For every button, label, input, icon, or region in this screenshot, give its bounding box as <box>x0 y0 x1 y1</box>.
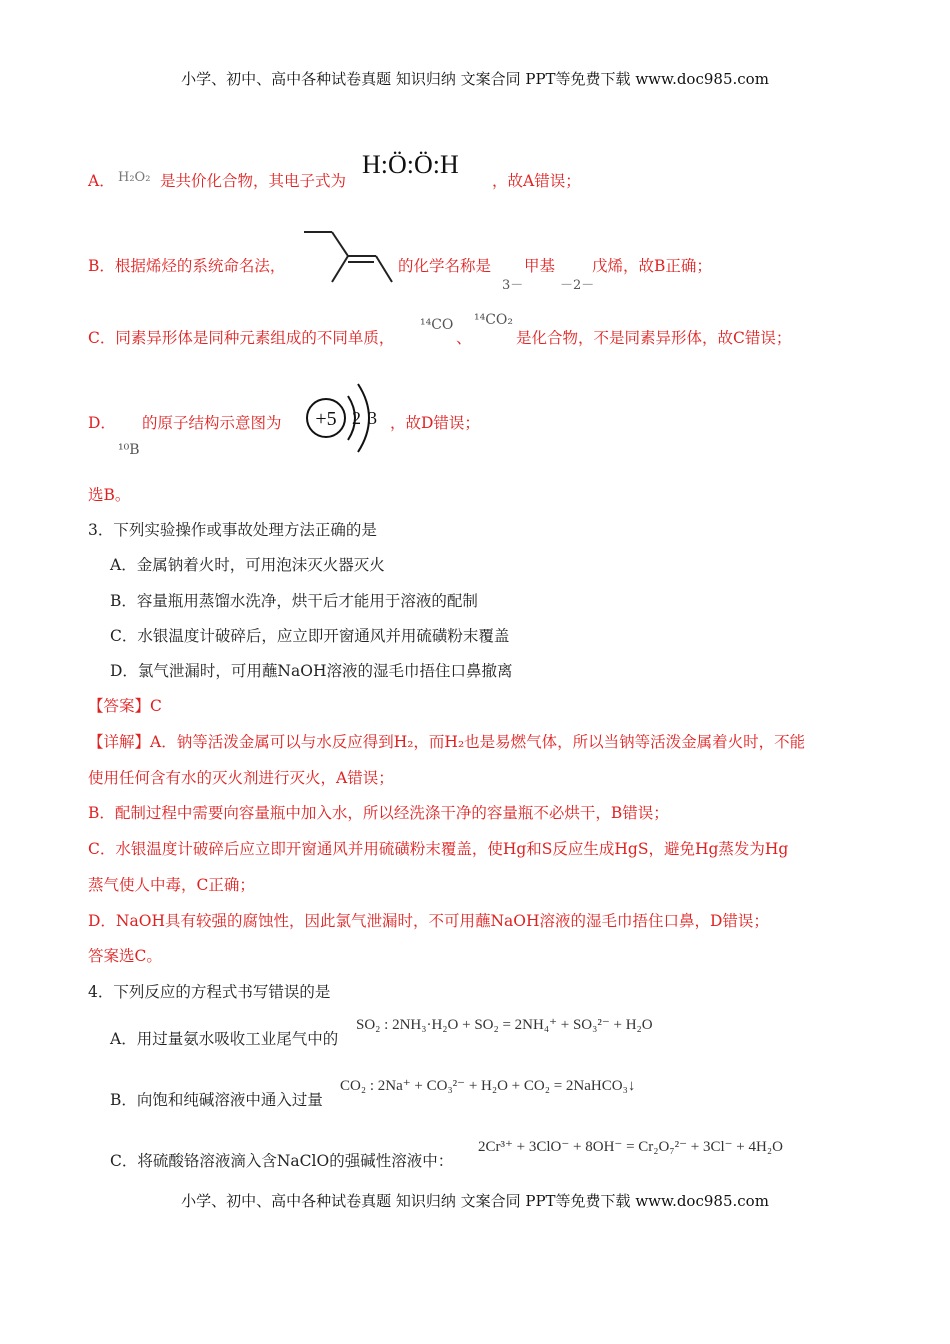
q4-option-a-text: A．用过量氨水吸收工业尾气中的 <box>110 1030 339 1048</box>
q2-option-a-prefix: A． <box>88 172 115 190</box>
q2-option-a-formula: H₂O₂ <box>118 170 151 185</box>
q2-option-c-sep: 、 <box>456 329 472 347</box>
q2-option-d-end: ，故D错误； <box>390 414 480 432</box>
alkene-bonds <box>304 232 392 282</box>
q2-option-b-prefix: B．根据烯烃的系统命名法， <box>88 257 286 275</box>
q3-option-b: B．容量瓶用蒸馏水洗净，烘干后才能用于溶液的配制 <box>110 592 478 610</box>
q2-option-c-formula-2: ¹⁴CO₂ <box>474 312 514 328</box>
q2-option-d-text: 的原子结构示意图为 <box>142 414 282 432</box>
q2-conclusion: 选B。 <box>88 486 131 504</box>
q3-stem: 3．下列实验操作或事故处理方法正确的是 <box>88 521 377 539</box>
alkene-skeletal-structure <box>300 226 400 290</box>
q4-option-c-equation: 2Cr³⁺ + 3ClO⁻ + 8OH⁻ = Cr₂O₇²⁻ + 3Cl⁻ + 4H₂O <box>478 1139 783 1155</box>
q2-option-b-locant-2: －2－ <box>560 278 595 293</box>
q3-detail-line-1: 【详解】A．钠等活泼金属可以与水反应得到H₂，而H₂也是易燃气体，所以当钠等活泼金属着火时，不能 <box>88 733 806 751</box>
q2-option-c-end: 是化合物，不是同素异形体，故C错误； <box>516 329 792 347</box>
q3-detail-line-6: D．NaOH具有较强的腐蚀性，因此氯气泄漏时，不可用蘸NaOH溶液的湿毛巾捂住口鼻，D错误； <box>88 912 769 930</box>
q4-stem: 4．下列反应的方程式书写错误的是 <box>88 983 331 1001</box>
q2-option-d-isotope: ¹⁰B <box>118 442 140 458</box>
q2-option-b-end: 戊烯，故B正确； <box>592 257 712 275</box>
q2-option-b-methyl: 甲基 <box>524 257 556 275</box>
q3-option-a: A．金属钠着火时，可用泡沫灭火器灭火 <box>110 556 385 574</box>
shell-1-electrons: 2 <box>352 408 361 428</box>
h2o2-lewis-structure: H:Ö:Ö:H <box>362 150 459 179</box>
q2-option-a-text: 是共价化合物，其电子式为 <box>160 172 347 190</box>
q2-option-d-prefix: D． <box>88 414 116 432</box>
q4-option-b-text: B．向饱和纯碱溶液中通入过量 <box>110 1091 323 1109</box>
q3-detail-line-4: C．水银温度计破碎后应立即开窗通风并用硫磺粉末覆盖，使Hg和S反应生成HgS，避免Hg蒸发为Hg <box>88 840 789 858</box>
q3-detail-line-2: 使用任何含有水的灭火剂进行灭火，A错误； <box>88 769 394 787</box>
boron-atom-structure-diagram <box>300 378 392 460</box>
nucleus-charge: +5 <box>315 408 337 430</box>
q3-option-d: D．氯气泄漏时，可用蘸NaOH溶液的湿毛巾捂住口鼻撤离 <box>110 662 513 680</box>
q3-detail-line-3: B．配制过程中需要向容量瓶中加入水，所以经洗涤干净的容量瓶不必烘干，B错误； <box>88 804 669 822</box>
page-footer: 小学、初中、高中各种试卷真题 知识归纳 文案合同 PPT等免费下载 www.doc985.com <box>181 1192 769 1210</box>
q4-option-c-text: C．将硫酸铬溶液滴入含NaClO的强碱性溶液中： <box>110 1152 454 1170</box>
q3-detail-line-7: 答案选C。 <box>88 947 162 965</box>
q2-option-c-text: C．同素异形体是同种元素组成的不同单质， <box>88 329 395 347</box>
q3-detail-line-5: 蒸气使人中毒，C正确； <box>88 876 255 894</box>
q3-option-c: C．水银温度计破碎后，应立即开窗通风并用硫磺粉末覆盖 <box>110 627 510 645</box>
q2-option-b-locant-3: 3－ <box>502 278 524 293</box>
page-header: 小学、初中、高中各种试卷真题 知识归纳 文案合同 PPT等免费下载 www.doc985.com <box>181 70 769 88</box>
q4-option-a-equation: SO₂ : 2NH₃·H₂O + SO₂ = 2NH₄⁺ + SO₃²⁻ + H₂O <box>356 1017 653 1033</box>
q3-answer: 【答案】C <box>88 697 162 715</box>
q4-option-b-equation: CO₂ : 2Na⁺ + CO₃²⁻ + H₂O + CO₂ = 2NaHCO₃↓ <box>340 1078 636 1094</box>
q2-option-c-formula-1: ¹⁴CO <box>420 317 454 333</box>
q2-option-b-text: 的化学名称是 <box>398 257 492 275</box>
q2-option-a-end: ，故A错误； <box>492 172 581 190</box>
shell-2-electrons: 3 <box>368 408 377 428</box>
